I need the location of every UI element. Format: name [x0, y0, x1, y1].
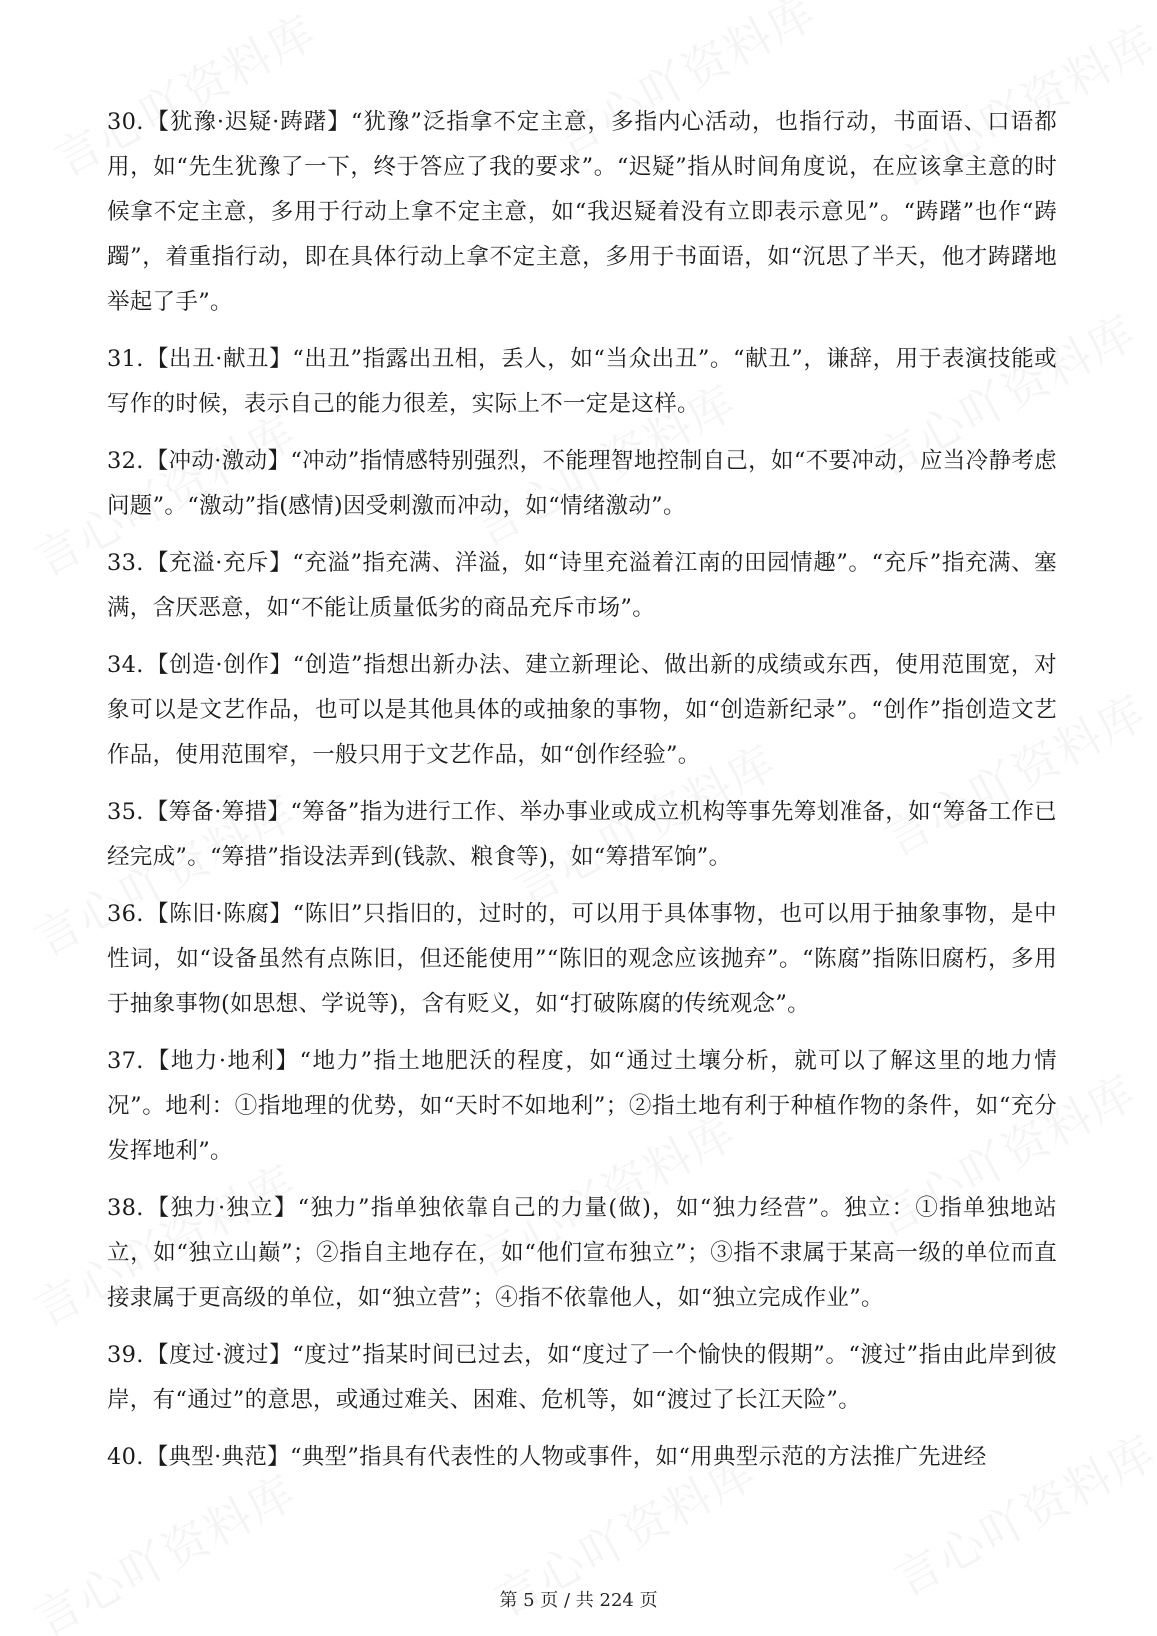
entry-40: 40.【典型·典范】“典型”指具有代表性的人物或事件，如“用典型示范的方法推广先进经: [107, 1444, 987, 1470]
entry-heading: 【充溢·充斥】: [145, 550, 293, 576]
entry-33: 33.【充溢·充斥】“充溢”指充满、洋溢，如“诗里充溢着江南的田园情趣”。“充斥”指充满、塞满，含厌恶意，如“不能让质量低劣的商品充斥市场”。: [107, 550, 1057, 621]
document-body: [107, 100, 1057, 1492]
entry-37: 37.【地力·地利】“地力”指土地肥沃的程度，如“通过土壤分析，就可以了解这里的地力情况”。地利：①指地理的优势，如“天时不如地利”；②指土地有利于种植作物的条件，如“充分发挥地利”。: [107, 1048, 1057, 1164]
entry-text: “犹豫”泛指拿不定主意，多指内心活动，也指行动，书面语、口语都用，如“先生犹豫了一下，终于答应了我的要求”。“迟疑”指从时间角度说，在应该拿主意的时候拿不定主意，多用于行动上拿不定主意，如“我迟疑着没有立即表示意见”。“踌躇”也作“踌躅”，着重指行动，即在具体行动上拿不定主意，多用于书面语，如“沉思了半天，他才踌躇地举起了手”。: [107, 109, 1057, 315]
entry-34: 34.【创造·创作】“创造”指想出新办法、建立新理论、做出新的成绩或东西，使用范围宽，对象可以是文艺作品，也可以是其他具体的或抽象的事物，如“创造新纪录”。“创作”指创造文艺作品，使用范围窄，一般只用于文艺作品，如“创作经验”。: [107, 652, 1057, 768]
entry-text: “独力”指单独依靠自己的力量(做)，如“独力经营”。独立：①指单独地站立，如“独立山巅”；②指自主地存在，如“他们宣布独立”；③指不隶属于某高一级的单位而直接隶属于更高级的单位，如“独立营”；④指不依靠他人，如“独立完成作业”。: [107, 1195, 1057, 1311]
entry-heading: 【冲动·激动】: [145, 448, 291, 474]
entry-text: “地力”指土地肥沃的程度，如“通过土壤分析，就可以了解这里的地力情况”。地利：①指地理的优势，如“天时不如地利”；②指土地有利于种植作物的条件，如“充分发挥地利”。: [107, 1048, 1057, 1164]
entry-heading: 【出丑·献丑】: [145, 346, 293, 372]
entry-heading: 【陈旧·陈腐】: [145, 901, 293, 927]
entry-36: 36.【陈旧·陈腐】“陈旧”只指旧的，过时的，可以用于具体事物，也可以用于抽象事物，是中性词，如“设备虽然有点陈旧，但还能使用”“陈旧的观念应该抛弃”。“陈腐”指陈旧腐朽，多用于抽象事物(如思想、学说等)，含有贬义，如“打破陈腐的传统观念”。: [107, 901, 1057, 1017]
entry-text: “筹备”指为进行工作、举办事业或成立机构等事先筹划准备，如“筹备工作已经完成”。“筹措”指设法弄到(钱款、粮食等)，如“筹措军饷”。: [107, 799, 1057, 870]
entry-heading: 【犹豫·迟疑·踌躇】: [145, 109, 351, 135]
entry-heading: 【创造·创作】: [145, 652, 293, 678]
entry-text: “出丑”指露出丑相，丢人，如“当众出丑”。“献丑”，谦辞，用于表演技能或写作的时候，表示自己的能力很差，实际上不一定是这样。: [107, 346, 1057, 417]
entry-text: “冲动”指情感特别强烈，不能理智地控制自己，如“不要冲动，应当冷静考虑问题”。“激动”指(感情)因受刺激而冲动，如“情绪激动”。: [107, 448, 1057, 519]
entry-38: 38.【独力·独立】“独力”指单独依靠自己的力量(做)，如“独力经营”。独立：①指单独地站立，如“独立山巅”；②指自主地存在，如“他们宣布独立”；③指不隶属于某高一级的单位而直接隶属于更高级的单位，如“独立营”；④指不依靠他人，如“独立完成作业”。: [107, 1195, 1057, 1311]
entry-text: “陈旧”只指旧的，过时的，可以用于具体事物，也可以用于抽象事物，是中性词，如“设备虽然有点陈旧，但还能使用”“陈旧的观念应该抛弃”。“陈腐”指陈旧腐朽，多用于抽象事物(如思想、学说等)，含有贬义，如“打破陈腐的传统观念”。: [107, 901, 1057, 1017]
entry-31: 31.【出丑·献丑】“出丑”指露出丑相，丢人，如“当众出丑”。“献丑”，谦辞，用于表演技能或写作的时候，表示自己的能力很差，实际上不一定是这样。: [107, 346, 1057, 417]
entry-heading: 【筹备·筹措】: [145, 799, 291, 825]
page-number-footer: 第 5 页 / 共 224 页: [499, 1590, 658, 1611]
entry-text: “度过”指某时间已过去，如“度过了一个愉快的假期”。“渡过”指由此岸到彼岸，有“通过”的意思，或通过难关、困难、危机等，如“渡过了长江天险”。: [107, 1342, 1057, 1413]
entry-heading: 【地力·地利】: [145, 1048, 300, 1074]
entry-heading: 【度过·渡过】: [145, 1342, 293, 1368]
entry-text: “创造”指想出新办法、建立新理论、做出新的成绩或东西，使用范围宽，对象可以是文艺作品，也可以是其他具体的或抽象的事物，如“创造新纪录”。“创作”指创造文艺作品，使用范围窄，一般只用于文艺作品，如“创作经验”。: [107, 652, 1057, 768]
entry-32: 32.【冲动·激动】“冲动”指情感特别强烈，不能理智地控制自己，如“不要冲动，应当冷静考虑问题”。“激动”指(感情)因受刺激而冲动，如“情绪激动”。: [107, 448, 1057, 519]
entry-heading: 【典型·典范】: [145, 1444, 290, 1470]
entry-39: 39.【度过·渡过】“度过”指某时间已过去，如“度过了一个愉快的假期”。“渡过”指由此岸到彼岸，有“通过”的意思，或通过难关、困难、危机等，如“渡过了长江天险”。: [107, 1342, 1057, 1413]
entry-35: 35.【筹备·筹措】“筹备”指为进行工作、举办事业或成立机构等事先筹划准备，如“筹备工作已经完成”。“筹措”指设法弄到(钱款、粮食等)，如“筹措军饷”。: [107, 799, 1057, 870]
entry-heading: 【独力·独立】: [145, 1195, 298, 1221]
entry-text: “充溢”指充满、洋溢，如“诗里充溢着江南的田园情趣”。“充斥”指充满、塞满，含厌恶意，如“不能让质量低劣的商品充斥市场”。: [107, 550, 1057, 621]
entry-text: “典型”指具有代表性的人物或事件，如“用典型示范的方法推广先进经: [289, 1444, 987, 1470]
entry-30: 30.【犹豫·迟疑·踌躇】“犹豫”泛指拿不定主意，多指内心活动，也指行动，书面语、口语都用，如“先生犹豫了一下，终于答应了我的要求”。“迟疑”指从时间角度说，在应该拿主意的时候拿不定主意，多用于行动上拿不定主意，如“我迟疑着没有立即表示意见”。“踌躇”也作“踌躅”，着重指行动，即在具体行动上拿不定主意，多用于书面语，如“沉思了半天，他才踌躇地举起了手”。: [107, 109, 1057, 315]
